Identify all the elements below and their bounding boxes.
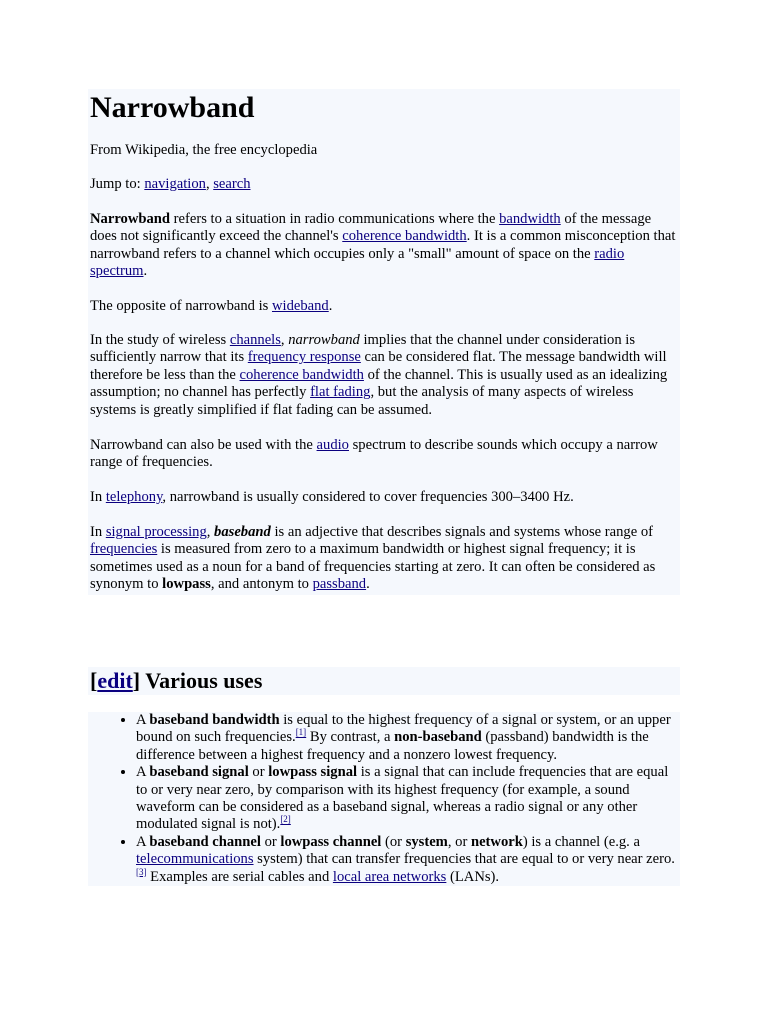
list-item xyxy=(136,712,678,764)
text: refers to a situation in radio communications where the xyxy=(170,211,500,227)
term-lowpass: lowpass xyxy=(162,576,211,593)
text: implies that the channel under consideration is sufficiently narrow that its xyxy=(90,332,636,366)
term-baseband: baseband xyxy=(214,524,271,540)
tagline: From Wikipedia, the free encyclopedia xyxy=(90,142,318,158)
text: . xyxy=(328,298,333,314)
text: In xyxy=(90,489,106,505)
link-radio-spectrum[interactable]: radio spectrum xyxy=(90,245,625,280)
text: , xyxy=(206,524,215,540)
paragraph-baseband xyxy=(90,524,678,594)
term: system xyxy=(405,833,448,850)
jump-to-prefix: Jump to: xyxy=(90,176,145,192)
link-frequency-response[interactable]: frequency response xyxy=(247,349,361,366)
text: In the study of wireless xyxy=(90,332,230,348)
text: , xyxy=(280,332,289,348)
text: or xyxy=(260,833,281,850)
link-flat-fading[interactable]: flat fading xyxy=(310,384,371,401)
text: , or xyxy=(447,833,471,850)
text: (passband) bandwidth is the difference between a highest frequency and a nonzero lowest frequency. xyxy=(136,729,649,763)
text: In xyxy=(90,524,106,540)
jump-to-line xyxy=(90,176,678,193)
text: ) is a channel (e.g. a xyxy=(522,833,640,850)
text: is equal to the highest frequency of a signal or system, or an upper bound on such frequencies. xyxy=(136,712,671,746)
bracket-close: ] xyxy=(132,668,141,693)
link-signal-processing[interactable]: signal processing xyxy=(105,524,207,540)
text: is a signal that can include frequencies that are equal to or very near zero, by comparison with its highest frequency (for example, a sound waveform can be considered as a baseband signal, whereas a radio signal or any other modulated signal is not). xyxy=(136,764,669,833)
text: of the channel. This is usually used as an idealizing assumption; no channel has perfectly xyxy=(90,366,668,401)
text: . xyxy=(366,576,370,593)
bracket-open: [ xyxy=(90,668,98,693)
text: , but the analysis of many aspects of wireless systems is greatly simplified if flat fading can be assumed. xyxy=(90,384,634,418)
term: network xyxy=(470,833,523,850)
text: system) that can transfer frequencies that are equal to or very near zero. xyxy=(253,851,675,868)
text: is an adjective that describes signals and systems whose range of xyxy=(270,524,653,540)
text: . xyxy=(143,263,148,280)
section-title: Various uses xyxy=(140,668,263,693)
term: non-baseband xyxy=(394,729,482,746)
paragraph-opposite xyxy=(90,298,678,315)
text: Examples are serial cables and xyxy=(146,868,333,885)
text: The opposite of narrowband is xyxy=(90,298,272,314)
text: spectrum to describe sounds which occupy a narrow range of frequencies. xyxy=(90,437,658,471)
text: . It is a common misconception that narrowband refers to a channel which occupies only a "small" amount of space on the xyxy=(90,228,676,262)
reference-link[interactable]: [2] xyxy=(280,814,291,825)
link-telephony[interactable]: telephony xyxy=(105,489,163,505)
text: By contrast, a xyxy=(306,729,395,746)
text: (LANs). xyxy=(446,868,500,885)
link-bandwidth[interactable]: bandwidth xyxy=(499,211,561,227)
term-narrowband: Narrowband xyxy=(90,211,171,227)
paragraph-telephony xyxy=(90,489,678,506)
text: Narrowband can also be used with the xyxy=(90,437,317,453)
term: baseband bandwidth xyxy=(149,712,280,728)
text: A xyxy=(136,764,150,781)
paragraph-definition xyxy=(90,211,678,281)
reference-link[interactable]: [1] xyxy=(295,727,307,738)
text: A xyxy=(136,712,150,728)
term: lowpass signal xyxy=(268,764,358,781)
text: (or xyxy=(381,833,406,850)
term: baseband signal xyxy=(149,764,249,781)
paragraph-audio xyxy=(90,437,678,472)
reference-link[interactable]: [3] xyxy=(136,866,147,877)
navigation-link[interactable]: navigation xyxy=(144,176,206,192)
term: baseband channel xyxy=(149,833,261,850)
link-audio[interactable]: audio xyxy=(316,437,349,453)
search-link[interactable]: search xyxy=(213,176,251,192)
edit-section-link[interactable]: edit xyxy=(97,668,133,693)
link-telecommunications[interactable]: telecommunications xyxy=(136,851,254,868)
text: can be considered flat. The message bandwidth will therefore be less than the xyxy=(90,349,667,383)
uses-list xyxy=(90,712,678,886)
text: is measured from zero to a maximum bandwidth or highest signal frequency; it is sometimes used as a noun for a band of frequencies starting at zero. It can often be considered as synonym to xyxy=(90,541,656,593)
list-item xyxy=(136,764,678,834)
paragraph-wireless xyxy=(90,332,678,419)
link-channels[interactable]: channels xyxy=(229,332,281,348)
list-item xyxy=(136,834,678,886)
section-heading xyxy=(90,667,262,695)
text: , and antonym to xyxy=(210,576,313,593)
text: of the message does not significantly exceed the channel's xyxy=(90,211,652,245)
term: lowpass channel xyxy=(280,833,382,850)
link-coherence-bandwidth-2[interactable]: coherence bandwidth xyxy=(239,366,364,383)
text: A xyxy=(136,833,150,850)
page-title: Narrowband xyxy=(90,91,255,124)
term-narrowband-italic: narrowband xyxy=(288,332,360,348)
link-local-area-networks[interactable]: local area networks xyxy=(332,868,447,885)
link-wideband[interactable]: wideband xyxy=(271,298,329,314)
link-frequencies[interactable]: frequencies xyxy=(90,541,158,558)
text: , narrowband is usually considered to cover frequencies 300–3400 Hz. xyxy=(162,489,574,505)
text: or xyxy=(248,764,269,781)
link-passband[interactable]: passband xyxy=(312,576,367,593)
link-coherence-bandwidth[interactable]: coherence bandwidth xyxy=(342,228,467,245)
jump-separator: , xyxy=(205,176,214,192)
